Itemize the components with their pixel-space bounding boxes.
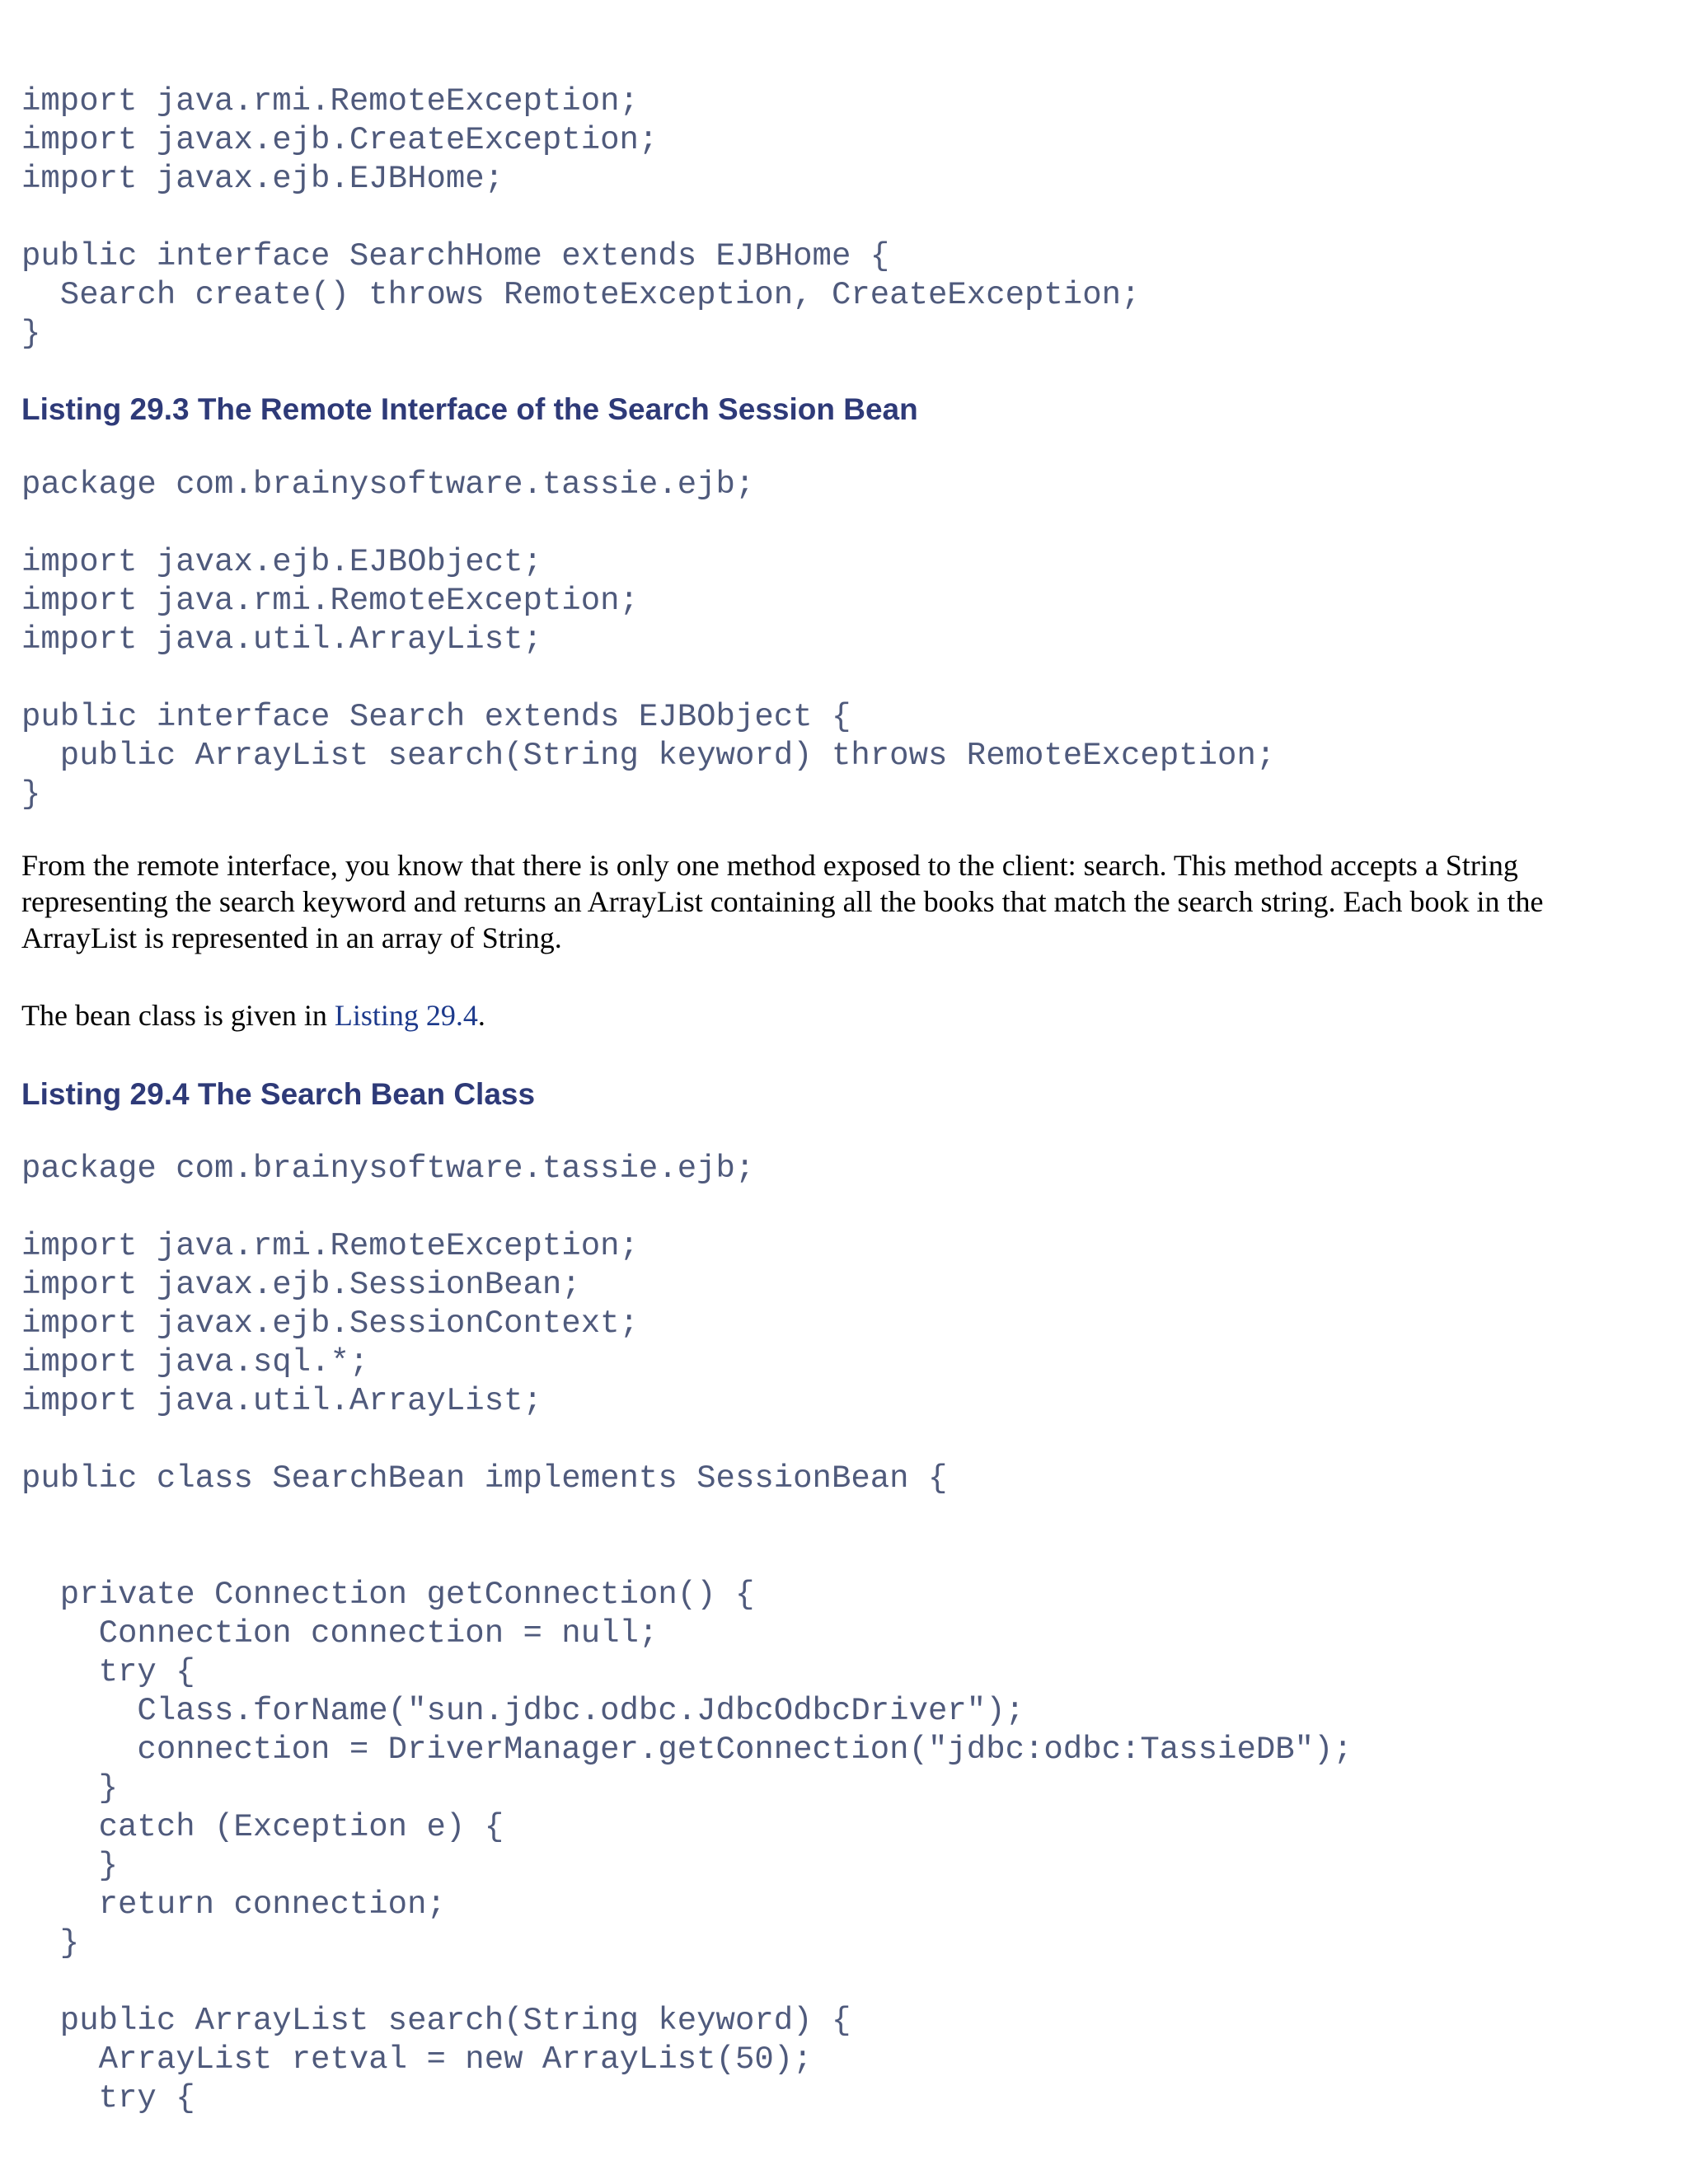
code-line: } — [21, 1925, 80, 1961]
code-line: import java.rmi.RemoteException; — [21, 83, 639, 120]
listing-29-4-title: Listing 29.4 The Search Bean Class — [21, 1077, 536, 1111]
paragraph-bean-class-text: The bean class is given in — [21, 999, 335, 1032]
code-line: import javax.ejb.SessionBean; — [21, 1267, 581, 1303]
code-line: import java.rmi.RemoteException; — [21, 583, 639, 619]
code-line: package com.brainysoftware.tassie.ejb; — [21, 466, 755, 503]
code-line — [21, 1421, 1353, 1460]
code-line: private Connection getConnection() { — [21, 1577, 755, 1613]
paragraph-remote-interface: From the remote interface, you know that there is only one method exposed to the client: search. This method accepts a String representing the search keyword and returns an ArrayList containing all the books that match the search string. Each book in the ArrayList is represented in an array of String. — [21, 849, 1544, 954]
code-line: try { — [21, 1654, 195, 1690]
code-line: import java.util.ArrayList; — [21, 1383, 542, 1419]
code-line: } — [21, 1770, 119, 1807]
code-line: import javax.ejb.EJBHome; — [21, 161, 504, 197]
code-line — [21, 199, 1140, 237]
code-line: } — [21, 776, 41, 813]
code-block-search-home — [21, 82, 1140, 354]
code-line: public ArrayList search(String keyword) throws RemoteException; — [21, 738, 1276, 774]
code-block-search-remote — [21, 466, 1275, 814]
code-block-search-bean — [21, 1150, 1353, 2118]
code-line: } — [21, 316, 41, 352]
code-line — [21, 659, 1275, 698]
code-line: import java.sql.*; — [21, 1344, 369, 1380]
code-line — [21, 1537, 1353, 1576]
paragraph-bean-class — [21, 997, 485, 1033]
code-line: Connection connection = null; — [21, 1615, 659, 1652]
code-line: import java.rmi.RemoteException; — [21, 1228, 639, 1264]
code-line — [21, 1188, 1353, 1227]
code-line: import javax.ejb.EJBObject; — [21, 544, 542, 580]
listing-29-3-title: Listing 29.3 The Remote Interface of the Search Session Bean — [21, 392, 918, 426]
code-line: import javax.ejb.CreateException; — [21, 122, 659, 158]
listing-29-4-link[interactable]: Listing 29.4 — [334, 999, 478, 1032]
code-line: import javax.ejb.SessionContext; — [21, 1305, 639, 1342]
code-line — [21, 504, 1275, 543]
paragraph-bean-class-end: . — [477, 999, 485, 1032]
code-line: public class SearchBean implements SessionBean { — [21, 1460, 948, 1497]
code-line: ArrayList retval = new ArrayList(50); — [21, 2041, 813, 2078]
code-line: try { — [21, 2080, 195, 2116]
code-line: public interface SearchHome extends EJBHome { — [21, 238, 890, 274]
code-line: Class.forName("sun.jdbc.odbc.JdbcOdbcDriver"); — [21, 1693, 1025, 1729]
code-line: public ArrayList search(String keyword) { — [21, 2003, 851, 2039]
code-line — [21, 1963, 1353, 2002]
code-line: import java.util.ArrayList; — [21, 621, 542, 658]
code-line: } — [21, 1848, 119, 1884]
code-line: connection = DriverManager.getConnection("jdbc:odbc:TassieDB"); — [21, 1732, 1353, 1768]
code-line: return connection; — [21, 1886, 446, 1923]
code-line: package com.brainysoftware.tassie.ejb; — [21, 1151, 755, 1187]
code-line: public interface Search extends EJBObject { — [21, 699, 851, 735]
code-line — [21, 1498, 1353, 1537]
code-line: Search create() throws RemoteException, CreateException; — [21, 277, 1141, 313]
code-line: catch (Exception e) { — [21, 1809, 504, 1845]
